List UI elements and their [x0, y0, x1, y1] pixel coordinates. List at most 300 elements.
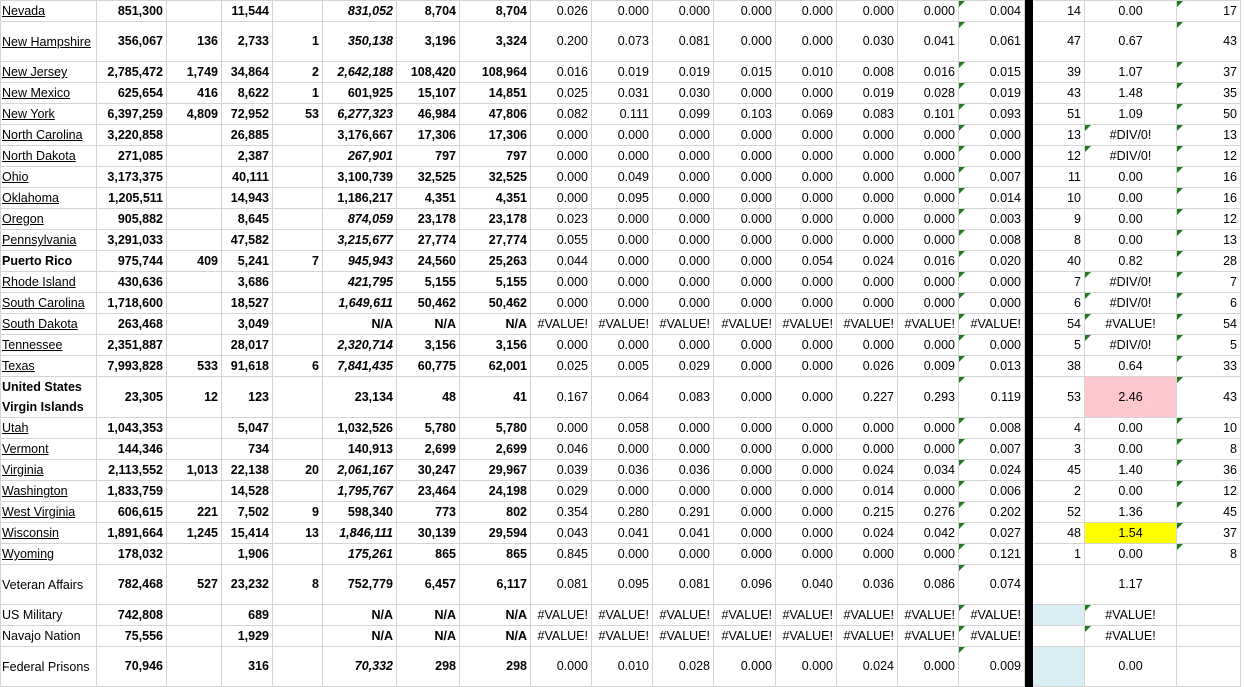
cell-col-2[interactable]: [167, 626, 222, 647]
cell-col-17[interactable]: 1.17: [1085, 565, 1177, 605]
cell-col-6[interactable]: 8,704: [397, 1, 460, 22]
cell-col-18[interactable]: [1177, 565, 1241, 605]
cell-col-8[interactable]: 0.167: [531, 377, 592, 418]
cell-col-7[interactable]: 108,964: [460, 62, 531, 83]
cell-col-16[interactable]: 14: [1033, 1, 1085, 22]
cell-jurisdiction[interactable]: [1, 565, 97, 605]
cell-col-7[interactable]: 5,155: [460, 272, 531, 293]
jurisdiction-link[interactable]: Virginia: [2, 463, 44, 477]
cell-col-13[interactable]: 0.215: [837, 502, 898, 523]
cell-col-9[interactable]: 0.005: [592, 356, 653, 377]
cell-col-5[interactable]: 421,795: [323, 272, 397, 293]
cell-col-16[interactable]: [1033, 565, 1085, 605]
cell-col-9[interactable]: 0.000: [592, 230, 653, 251]
cell-col-14[interactable]: 0.000: [898, 125, 959, 146]
cell-col-11[interactable]: 0.000: [714, 544, 776, 565]
cell-col-2[interactable]: [167, 314, 222, 335]
cell-col-4[interactable]: [273, 418, 323, 439]
cell-col-5[interactable]: 945,943: [323, 251, 397, 272]
cell-col-17[interactable]: #VALUE!: [1085, 605, 1177, 626]
cell-col-8[interactable]: 0.043: [531, 523, 592, 544]
cell-col-2[interactable]: [167, 1, 222, 22]
cell-col-4[interactable]: 2: [273, 62, 323, 83]
cell-col-15[interactable]: 0.013: [959, 356, 1025, 377]
cell-col-14[interactable]: #VALUE!: [898, 314, 959, 335]
cell-col-10[interactable]: 0.041: [653, 523, 714, 544]
cell-col-5[interactable]: N/A: [323, 626, 397, 647]
cell-col-10[interactable]: 0.019: [653, 62, 714, 83]
cell-col-12[interactable]: 0.000: [776, 209, 837, 230]
cell-col-3[interactable]: 1,929: [222, 626, 273, 647]
cell-jurisdiction[interactable]: [1, 62, 97, 83]
cell-col-7[interactable]: 32,525: [460, 167, 531, 188]
cell-col-2[interactable]: [167, 335, 222, 356]
cell-col-16[interactable]: 7: [1033, 272, 1085, 293]
cell-col-4[interactable]: [273, 544, 323, 565]
cell-col-8[interactable]: 0.000: [531, 167, 592, 188]
cell-col-14[interactable]: 0.016: [898, 62, 959, 83]
cell-col-7[interactable]: 298: [460, 647, 531, 687]
cell-col-18[interactable]: 8: [1177, 439, 1241, 460]
jurisdiction-link[interactable]: Texas: [2, 359, 35, 373]
cell-col-10[interactable]: 0.000: [653, 544, 714, 565]
cell-col-17[interactable]: 0.67: [1085, 22, 1177, 62]
cell-col-1[interactable]: 1,891,664: [97, 523, 167, 544]
cell-col-15[interactable]: 0.000: [959, 272, 1025, 293]
cell-col-4[interactable]: [273, 335, 323, 356]
cell-col-17[interactable]: 1.40: [1085, 460, 1177, 481]
cell-col-10[interactable]: 0.000: [653, 335, 714, 356]
cell-jurisdiction[interactable]: [1, 230, 97, 251]
cell-col-8[interactable]: #VALUE!: [531, 314, 592, 335]
cell-col-6[interactable]: 3,156: [397, 335, 460, 356]
cell-col-13[interactable]: 0.000: [837, 272, 898, 293]
cell-col-17[interactable]: 2.46: [1085, 377, 1177, 418]
jurisdiction-link[interactable]: Tennessee: [2, 338, 63, 352]
cell-col-8[interactable]: 0.016: [531, 62, 592, 83]
cell-col-13[interactable]: 0.024: [837, 647, 898, 687]
cell-col-5[interactable]: N/A: [323, 605, 397, 626]
cell-col-12[interactable]: 0.000: [776, 481, 837, 502]
jurisdiction-link[interactable]: South Dakota: [2, 317, 78, 331]
cell-col-15[interactable]: #VALUE!: [959, 605, 1025, 626]
cell-col-6[interactable]: 48: [397, 377, 460, 418]
cell-col-1[interactable]: 2,785,472: [97, 62, 167, 83]
cell-col-5[interactable]: 831,052: [323, 1, 397, 22]
cell-col-16[interactable]: 54: [1033, 314, 1085, 335]
cell-col-2[interactable]: [167, 418, 222, 439]
cell-col-17[interactable]: 0.00: [1085, 230, 1177, 251]
cell-col-4[interactable]: [273, 146, 323, 167]
cell-col-2[interactable]: 416: [167, 83, 222, 104]
cell-col-15[interactable]: 0.006: [959, 481, 1025, 502]
cell-col-9[interactable]: 0.041: [592, 523, 653, 544]
cell-col-17[interactable]: #DIV/0!: [1085, 125, 1177, 146]
cell-col-13[interactable]: 0.024: [837, 460, 898, 481]
cell-col-7[interactable]: 865: [460, 544, 531, 565]
cell-col-3[interactable]: 689: [222, 605, 273, 626]
cell-col-12[interactable]: #VALUE!: [776, 314, 837, 335]
cell-col-5[interactable]: 350,138: [323, 22, 397, 62]
cell-col-13[interactable]: #VALUE!: [837, 314, 898, 335]
cell-col-13[interactable]: 0.000: [837, 1, 898, 22]
cell-col-15[interactable]: 0.007: [959, 439, 1025, 460]
cell-col-12[interactable]: 0.040: [776, 565, 837, 605]
cell-col-13[interactable]: 0.036: [837, 565, 898, 605]
cell-col-14[interactable]: 0.000: [898, 335, 959, 356]
cell-col-3[interactable]: 26,885: [222, 125, 273, 146]
cell-col-1[interactable]: 3,173,375: [97, 167, 167, 188]
cell-col-2[interactable]: [167, 293, 222, 314]
cell-col-8[interactable]: 0.023: [531, 209, 592, 230]
cell-col-11[interactable]: 0.000: [714, 146, 776, 167]
cell-col-10[interactable]: 0.000: [653, 230, 714, 251]
cell-col-15[interactable]: 0.000: [959, 293, 1025, 314]
cell-col-13[interactable]: 0.019: [837, 83, 898, 104]
jurisdiction-link[interactable]: New Hampshire: [2, 34, 91, 49]
cell-col-3[interactable]: 40,111: [222, 167, 273, 188]
cell-jurisdiction[interactable]: [1, 647, 97, 687]
cell-col-6[interactable]: 108,420: [397, 62, 460, 83]
cell-col-1[interactable]: 1,043,353: [97, 418, 167, 439]
cell-col-5[interactable]: N/A: [323, 314, 397, 335]
cell-col-16[interactable]: 8: [1033, 230, 1085, 251]
cell-col-13[interactable]: 0.000: [837, 125, 898, 146]
cell-col-12[interactable]: 0.000: [776, 188, 837, 209]
cell-col-18[interactable]: [1177, 647, 1241, 687]
cell-col-2[interactable]: [167, 544, 222, 565]
cell-col-5[interactable]: 1,795,767: [323, 481, 397, 502]
cell-col-9[interactable]: 0.019: [592, 62, 653, 83]
cell-col-8[interactable]: 0.845: [531, 544, 592, 565]
cell-col-8[interactable]: 0.082: [531, 104, 592, 125]
cell-col-15[interactable]: 0.000: [959, 335, 1025, 356]
cell-jurisdiction[interactable]: [1, 1, 97, 22]
cell-col-4[interactable]: [273, 209, 323, 230]
cell-col-15[interactable]: 0.061: [959, 22, 1025, 62]
cell-col-15[interactable]: 0.074: [959, 565, 1025, 605]
cell-col-17[interactable]: 0.00: [1085, 188, 1177, 209]
cell-col-18[interactable]: 13: [1177, 230, 1241, 251]
cell-col-15[interactable]: 0.014: [959, 188, 1025, 209]
cell-col-16[interactable]: 5: [1033, 335, 1085, 356]
cell-col-9[interactable]: 0.010: [592, 647, 653, 687]
cell-jurisdiction[interactable]: [1, 188, 97, 209]
cell-col-15[interactable]: 0.008: [959, 418, 1025, 439]
cell-col-12[interactable]: 0.000: [776, 502, 837, 523]
cell-col-2[interactable]: [167, 230, 222, 251]
cell-col-12[interactable]: 0.010: [776, 62, 837, 83]
cell-col-14[interactable]: 0.000: [898, 167, 959, 188]
cell-col-4[interactable]: [273, 188, 323, 209]
cell-col-4[interactable]: [273, 439, 323, 460]
cell-col-10[interactable]: 0.083: [653, 377, 714, 418]
cell-col-9[interactable]: 0.000: [592, 272, 653, 293]
cell-col-18[interactable]: 5: [1177, 335, 1241, 356]
cell-col-16[interactable]: 3: [1033, 439, 1085, 460]
cell-jurisdiction[interactable]: [1, 418, 97, 439]
cell-col-8[interactable]: 0.039: [531, 460, 592, 481]
cell-col-17[interactable]: 0.00: [1085, 418, 1177, 439]
cell-col-6[interactable]: 4,351: [397, 188, 460, 209]
cell-col-3[interactable]: 2,387: [222, 146, 273, 167]
cell-col-14[interactable]: 0.000: [898, 209, 959, 230]
cell-col-8[interactable]: 0.026: [531, 1, 592, 22]
cell-col-11[interactable]: 0.000: [714, 377, 776, 418]
cell-col-14[interactable]: 0.276: [898, 502, 959, 523]
cell-col-5[interactable]: 3,100,739: [323, 167, 397, 188]
cell-col-15[interactable]: #VALUE!: [959, 626, 1025, 647]
cell-col-16[interactable]: 4: [1033, 418, 1085, 439]
cell-col-15[interactable]: 0.024: [959, 460, 1025, 481]
cell-col-11[interactable]: 0.000: [714, 209, 776, 230]
jurisdiction-link[interactable]: New Jersey: [2, 65, 68, 79]
cell-col-6[interactable]: 23,464: [397, 481, 460, 502]
cell-col-13[interactable]: #VALUE!: [837, 605, 898, 626]
cell-col-2[interactable]: 527: [167, 565, 222, 605]
cell-col-15[interactable]: 0.119: [959, 377, 1025, 418]
cell-col-8[interactable]: 0.000: [531, 146, 592, 167]
cell-col-16[interactable]: 48: [1033, 523, 1085, 544]
cell-col-4[interactable]: [273, 481, 323, 502]
cell-col-8[interactable]: 0.025: [531, 83, 592, 104]
cell-col-8[interactable]: 0.000: [531, 418, 592, 439]
cell-col-3[interactable]: 18,527: [222, 293, 273, 314]
cell-col-2[interactable]: 1,245: [167, 523, 222, 544]
cell-col-17[interactable]: 0.82: [1085, 251, 1177, 272]
cell-col-8[interactable]: 0.044: [531, 251, 592, 272]
cell-col-14[interactable]: 0.000: [898, 230, 959, 251]
cell-col-11[interactable]: 0.000: [714, 481, 776, 502]
cell-jurisdiction[interactable]: [1, 22, 97, 62]
cell-col-1[interactable]: 70,946: [97, 647, 167, 687]
cell-col-11[interactable]: 0.000: [714, 230, 776, 251]
cell-col-1[interactable]: 3,220,858: [97, 125, 167, 146]
cell-col-13[interactable]: 0.024: [837, 251, 898, 272]
cell-col-14[interactable]: 0.028: [898, 83, 959, 104]
cell-col-7[interactable]: 25,263: [460, 251, 531, 272]
cell-col-17[interactable]: 1.36: [1085, 502, 1177, 523]
cell-col-11[interactable]: #VALUE!: [714, 626, 776, 647]
cell-col-15[interactable]: 0.020: [959, 251, 1025, 272]
cell-col-2[interactable]: [167, 481, 222, 502]
cell-col-8[interactable]: 0.000: [531, 125, 592, 146]
cell-col-9[interactable]: 0.000: [592, 335, 653, 356]
cell-col-18[interactable]: 12: [1177, 209, 1241, 230]
jurisdiction-link[interactable]: Washington: [2, 484, 68, 498]
cell-col-15[interactable]: 0.009: [959, 647, 1025, 687]
cell-col-2[interactable]: [167, 209, 222, 230]
cell-col-14[interactable]: 0.000: [898, 293, 959, 314]
cell-jurisdiction[interactable]: [1, 335, 97, 356]
cell-col-13[interactable]: 0.024: [837, 523, 898, 544]
cell-col-16[interactable]: 47: [1033, 22, 1085, 62]
cell-col-4[interactable]: 13: [273, 523, 323, 544]
cell-col-10[interactable]: 0.030: [653, 83, 714, 104]
cell-col-18[interactable]: 6: [1177, 293, 1241, 314]
jurisdiction-link[interactable]: Oklahoma: [2, 191, 59, 205]
cell-col-6[interactable]: N/A: [397, 605, 460, 626]
cell-jurisdiction[interactable]: [1, 626, 97, 647]
cell-col-8[interactable]: 0.354: [531, 502, 592, 523]
cell-col-4[interactable]: 6: [273, 356, 323, 377]
cell-col-11[interactable]: #VALUE!: [714, 605, 776, 626]
cell-col-15[interactable]: 0.019: [959, 83, 1025, 104]
jurisdiction-link[interactable]: Utah: [2, 421, 29, 435]
cell-col-5[interactable]: 1,032,526: [323, 418, 397, 439]
cell-col-10[interactable]: #VALUE!: [653, 626, 714, 647]
cell-col-12[interactable]: #VALUE!: [776, 605, 837, 626]
cell-col-10[interactable]: #VALUE!: [653, 314, 714, 335]
cell-col-14[interactable]: 0.009: [898, 356, 959, 377]
cell-col-13[interactable]: 0.000: [837, 293, 898, 314]
cell-col-10[interactable]: 0.081: [653, 22, 714, 62]
cell-col-13[interactable]: 0.000: [837, 439, 898, 460]
cell-col-14[interactable]: 0.293: [898, 377, 959, 418]
cell-col-11[interactable]: 0.000: [714, 502, 776, 523]
cell-col-3[interactable]: 2,733: [222, 22, 273, 62]
cell-col-18[interactable]: 35: [1177, 83, 1241, 104]
cell-col-14[interactable]: 0.034: [898, 460, 959, 481]
cell-col-12[interactable]: 0.000: [776, 523, 837, 544]
cell-col-11[interactable]: 0.000: [714, 272, 776, 293]
cell-col-11[interactable]: 0.096: [714, 565, 776, 605]
cell-col-3[interactable]: 72,952: [222, 104, 273, 125]
cell-col-14[interactable]: 0.000: [898, 272, 959, 293]
cell-col-6[interactable]: 298: [397, 647, 460, 687]
cell-col-4[interactable]: [273, 272, 323, 293]
cell-col-11[interactable]: 0.000: [714, 22, 776, 62]
cell-col-1[interactable]: 625,654: [97, 83, 167, 104]
cell-col-3[interactable]: 47,582: [222, 230, 273, 251]
cell-col-10[interactable]: 0.000: [653, 251, 714, 272]
cell-col-18[interactable]: 50: [1177, 104, 1241, 125]
cell-col-5[interactable]: 598,340: [323, 502, 397, 523]
cell-col-16[interactable]: [1033, 647, 1085, 687]
cell-col-5[interactable]: 2,061,167: [323, 460, 397, 481]
cell-col-4[interactable]: 1: [273, 22, 323, 62]
cell-col-16[interactable]: 43: [1033, 83, 1085, 104]
cell-col-16[interactable]: 10: [1033, 188, 1085, 209]
cell-col-6[interactable]: 50,462: [397, 293, 460, 314]
cell-col-8[interactable]: 0.029: [531, 481, 592, 502]
cell-col-13[interactable]: #VALUE!: [837, 626, 898, 647]
cell-col-7[interactable]: 41: [460, 377, 531, 418]
cell-jurisdiction[interactable]: [1, 167, 97, 188]
cell-col-15[interactable]: 0.003: [959, 209, 1025, 230]
cell-col-5[interactable]: 267,901: [323, 146, 397, 167]
cell-col-4[interactable]: [273, 1, 323, 22]
cell-col-6[interactable]: 24,560: [397, 251, 460, 272]
cell-col-12[interactable]: 0.000: [776, 293, 837, 314]
cell-col-6[interactable]: N/A: [397, 314, 460, 335]
cell-col-11[interactable]: 0.015: [714, 62, 776, 83]
cell-col-5[interactable]: 7,841,435: [323, 356, 397, 377]
cell-jurisdiction[interactable]: [1, 481, 97, 502]
cell-col-1[interactable]: 144,346: [97, 439, 167, 460]
cell-jurisdiction[interactable]: [1, 251, 97, 272]
cell-col-4[interactable]: [273, 647, 323, 687]
cell-col-17[interactable]: 1.48: [1085, 83, 1177, 104]
cell-col-8[interactable]: 0.081: [531, 565, 592, 605]
cell-col-12[interactable]: 0.000: [776, 418, 837, 439]
cell-col-9[interactable]: 0.095: [592, 188, 653, 209]
cell-col-12[interactable]: 0.000: [776, 377, 837, 418]
cell-col-9[interactable]: 0.049: [592, 167, 653, 188]
cell-col-16[interactable]: 2: [1033, 481, 1085, 502]
cell-col-2[interactable]: 4,809: [167, 104, 222, 125]
cell-col-2[interactable]: [167, 647, 222, 687]
cell-col-12[interactable]: 0.000: [776, 439, 837, 460]
cell-col-14[interactable]: 0.000: [898, 544, 959, 565]
cell-col-2[interactable]: [167, 272, 222, 293]
cell-col-9[interactable]: 0.000: [592, 209, 653, 230]
cell-jurisdiction[interactable]: [1, 605, 97, 626]
cell-col-6[interactable]: 30,247: [397, 460, 460, 481]
cell-col-1[interactable]: 263,468: [97, 314, 167, 335]
jurisdiction-link[interactable]: Vermont: [2, 442, 49, 456]
cell-col-3[interactable]: 34,864: [222, 62, 273, 83]
cell-col-4[interactable]: 8: [273, 565, 323, 605]
cell-jurisdiction[interactable]: [1, 439, 97, 460]
cell-col-17[interactable]: #DIV/0!: [1085, 272, 1177, 293]
cell-col-1[interactable]: 6,397,259: [97, 104, 167, 125]
cell-col-15[interactable]: 0.202: [959, 502, 1025, 523]
cell-col-11[interactable]: 0.000: [714, 523, 776, 544]
cell-col-10[interactable]: 0.081: [653, 565, 714, 605]
jurisdiction-link[interactable]: Wyoming: [2, 547, 54, 561]
cell-col-13[interactable]: 0.000: [837, 335, 898, 356]
cell-col-18[interactable]: 54: [1177, 314, 1241, 335]
cell-col-5[interactable]: 1,649,611: [323, 293, 397, 314]
cell-col-2[interactable]: [167, 125, 222, 146]
cell-col-9[interactable]: 0.064: [592, 377, 653, 418]
cell-col-14[interactable]: 0.016: [898, 251, 959, 272]
cell-col-9[interactable]: 0.000: [592, 125, 653, 146]
cell-col-18[interactable]: 12: [1177, 146, 1241, 167]
cell-col-10[interactable]: 0.036: [653, 460, 714, 481]
cell-col-16[interactable]: 6: [1033, 293, 1085, 314]
cell-col-18[interactable]: 7: [1177, 272, 1241, 293]
cell-col-10[interactable]: #VALUE!: [653, 605, 714, 626]
cell-col-4[interactable]: [273, 230, 323, 251]
cell-col-9[interactable]: 0.036: [592, 460, 653, 481]
cell-col-8[interactable]: 0.000: [531, 293, 592, 314]
cell-col-16[interactable]: 9: [1033, 209, 1085, 230]
cell-col-5[interactable]: 752,779: [323, 565, 397, 605]
cell-col-14[interactable]: #VALUE!: [898, 626, 959, 647]
cell-col-10[interactable]: 0.000: [653, 481, 714, 502]
cell-col-3[interactable]: 123: [222, 377, 273, 418]
cell-col-11[interactable]: 0.000: [714, 1, 776, 22]
cell-col-11[interactable]: 0.000: [714, 460, 776, 481]
cell-col-6[interactable]: 23,178: [397, 209, 460, 230]
cell-col-11[interactable]: 0.000: [714, 356, 776, 377]
cell-col-12[interactable]: 0.000: [776, 22, 837, 62]
cell-jurisdiction[interactable]: [1, 125, 97, 146]
cell-col-9[interactable]: 0.073: [592, 22, 653, 62]
cell-col-12[interactable]: 0.054: [776, 251, 837, 272]
cell-col-4[interactable]: [273, 605, 323, 626]
cell-col-5[interactable]: 874,059: [323, 209, 397, 230]
cell-col-6[interactable]: 17,306: [397, 125, 460, 146]
cell-col-16[interactable]: 1: [1033, 544, 1085, 565]
cell-col-12[interactable]: 0.000: [776, 1, 837, 22]
cell-col-18[interactable]: 10: [1177, 418, 1241, 439]
cell-col-6[interactable]: 5,155: [397, 272, 460, 293]
cell-col-17[interactable]: 1.09: [1085, 104, 1177, 125]
cell-col-12[interactable]: 0.069: [776, 104, 837, 125]
